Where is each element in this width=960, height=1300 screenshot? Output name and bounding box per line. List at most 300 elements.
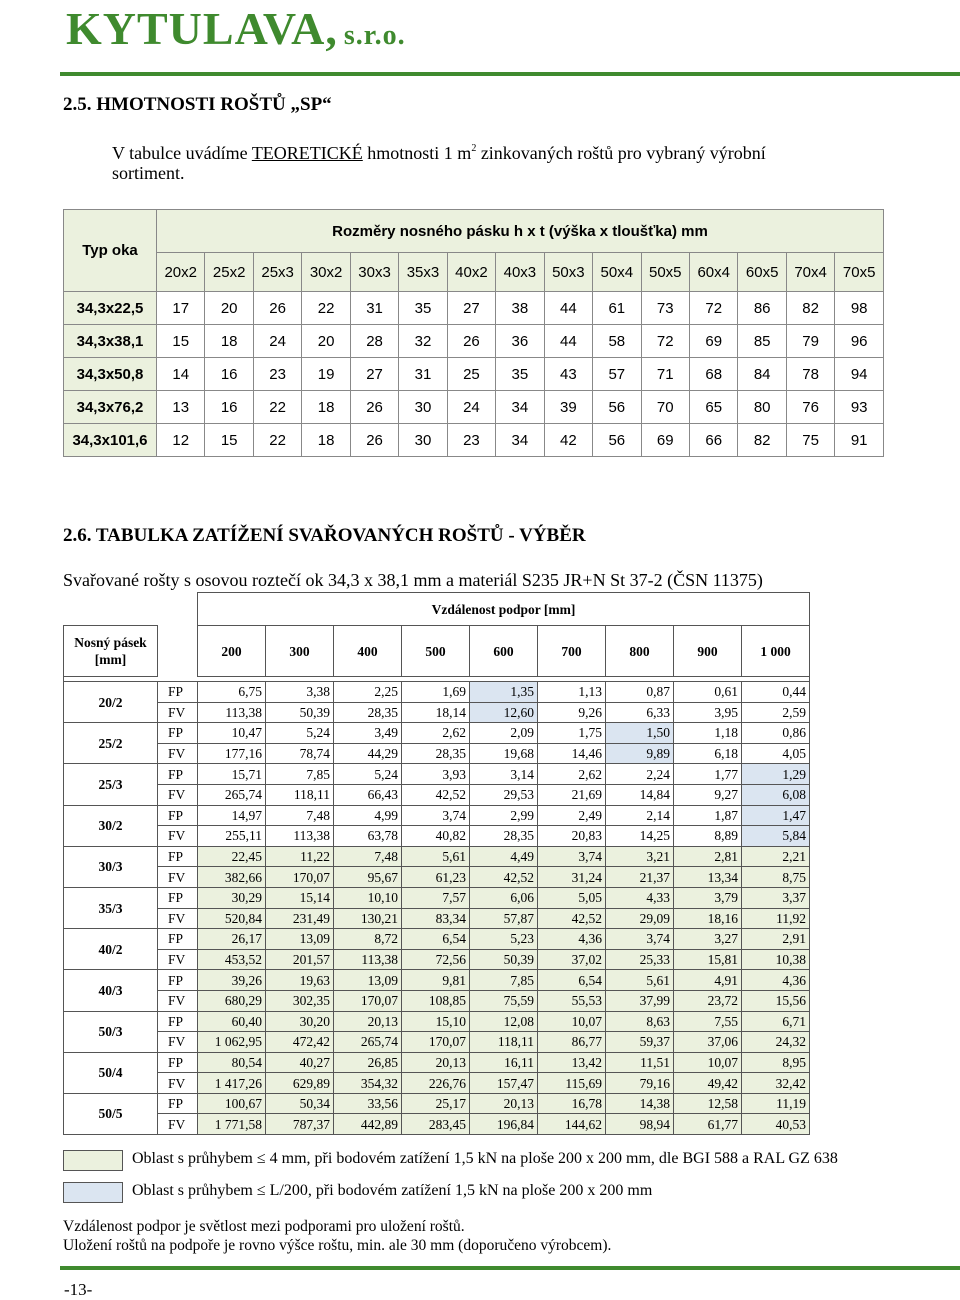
table-row — [64, 325, 884, 358]
table1-cell: 61 — [593, 292, 641, 325]
table2-cell: 9,26 — [538, 702, 606, 723]
table2-cell: 6,18 — [674, 743, 742, 764]
table2-cell: 0,44 — [742, 682, 810, 703]
table2-cell: 28,35 — [402, 743, 470, 764]
table1-cell: 36 — [496, 325, 544, 358]
table2-cell: 7,85 — [470, 970, 538, 991]
table1-cell: 17 — [157, 292, 205, 325]
table2-group-label: 35/3 — [64, 887, 158, 928]
table2-cell: 7,48 — [334, 846, 402, 867]
table2-cell: 26,85 — [334, 1052, 402, 1073]
table1-cell: 12 — [157, 424, 205, 457]
table2-group-label: 25/3 — [64, 764, 158, 805]
table1-cell: 94 — [835, 358, 884, 391]
table-row — [64, 292, 884, 325]
table2-group-label: 20/2 — [64, 682, 158, 723]
intro-text-underlined: TEORETICKÉ — [251, 143, 363, 163]
table2-cell: 629,89 — [266, 1073, 334, 1094]
table2-cell: 13,42 — [538, 1052, 606, 1073]
table2-cell: 2,99 — [470, 805, 538, 826]
table1-cell: 98 — [835, 292, 884, 325]
table2-cell: 6,08 — [742, 784, 810, 805]
table2-cell: 2,62 — [538, 764, 606, 785]
load-table-wrap — [63, 592, 810, 1135]
table2-cell: 1,69 — [402, 682, 470, 703]
table2-cell: 60,40 — [198, 1011, 266, 1032]
table1-cell: 38 — [496, 292, 544, 325]
table1-cell: 24 — [253, 325, 301, 358]
table1-cell: 78 — [786, 358, 834, 391]
table2-cell: 15,81 — [674, 949, 742, 970]
table1-cell: 16 — [205, 358, 253, 391]
table2-cell: 283,45 — [402, 1114, 470, 1135]
table2-cell: 31,24 — [538, 867, 606, 888]
table2-cell: 1,29 — [742, 764, 810, 785]
table2-span-col: 600 — [470, 626, 538, 677]
table2-cell: 8,72 — [334, 929, 402, 950]
table2-cell: 8,89 — [674, 826, 742, 847]
table1-col-header: 60x5 — [738, 253, 786, 292]
table2-cell: 1,87 — [674, 805, 742, 826]
table2-cell: 170,07 — [266, 867, 334, 888]
logo-main: KYTULAVA, — [66, 3, 338, 54]
table2-cell: 453,52 — [198, 949, 266, 970]
intro-text-3: zinkovaných roštů pro vybraný výrobní — [476, 143, 766, 163]
table2-cell: 3,95 — [674, 702, 742, 723]
table-row — [64, 1073, 810, 1094]
table2-cell: 20,83 — [538, 826, 606, 847]
weights-table — [63, 209, 884, 457]
legend-blue-text: Oblast s průhybem ≤ L/200, při bodovém zatížení 1,5 kN na ploše 200 x 200 mm — [132, 1182, 653, 1199]
table2-cell: 4,91 — [674, 970, 742, 991]
table2-cell: 78,74 — [266, 743, 334, 764]
table-row — [64, 970, 810, 991]
table2-cell: 231,49 — [266, 908, 334, 929]
table2-cell: 83,34 — [402, 908, 470, 929]
table2-cell: 118,11 — [266, 784, 334, 805]
legend-green-swatch — [63, 1150, 123, 1171]
table1-cell: 31 — [399, 358, 447, 391]
table1-row-label: 34,3x76,2 — [64, 391, 157, 424]
table2-cell: 2,25 — [334, 682, 402, 703]
table2-cell: 1,50 — [606, 723, 674, 744]
table2-cell: 2,49 — [538, 805, 606, 826]
table1-col-header: 70x5 — [835, 253, 884, 292]
table2-cell: 5,84 — [742, 826, 810, 847]
table1-cell: 20 — [205, 292, 253, 325]
table2-cell: 95,67 — [334, 867, 402, 888]
table1-cell: 57 — [593, 358, 641, 391]
table2-row-type: FP — [158, 805, 198, 826]
table2-cell: 80,54 — [198, 1052, 266, 1073]
table-row — [64, 1052, 810, 1073]
table1-cell: 31 — [350, 292, 398, 325]
table2-cell: 23,72 — [674, 990, 742, 1011]
table2-row-type: FV — [158, 784, 198, 805]
table2-cell: 5,23 — [470, 929, 538, 950]
table2-cell: 50,34 — [266, 1093, 334, 1114]
table2-cell: 5,61 — [606, 970, 674, 991]
table2-cell: 75,59 — [470, 990, 538, 1011]
table2-span-header: Vzdálenost podpor [mm] — [198, 593, 810, 626]
table2-cell: 3,27 — [674, 929, 742, 950]
table2-cell: 3,38 — [266, 682, 334, 703]
table1-cell: 39 — [544, 391, 592, 424]
table2-cell: 2,59 — [742, 702, 810, 723]
table2-cell: 9,89 — [606, 743, 674, 764]
table2-cell: 3,74 — [402, 805, 470, 826]
table2-cell: 115,69 — [538, 1073, 606, 1094]
table2-row-type: FV — [158, 1032, 198, 1053]
table-row — [64, 424, 884, 457]
table2-cell: 7,55 — [674, 1011, 742, 1032]
table2-cell: 113,38 — [334, 949, 402, 970]
table1-cell: 76 — [786, 391, 834, 424]
table-row — [64, 784, 810, 805]
table1-col-header: 60x4 — [689, 253, 737, 292]
table2-cell: 14,38 — [606, 1093, 674, 1114]
table2-group-label: 25/2 — [64, 723, 158, 764]
table2-group-label: 40/2 — [64, 929, 158, 970]
table-row — [64, 990, 810, 1011]
logo-sro: s.r.o. — [343, 20, 406, 51]
table2-cell: 1,47 — [742, 805, 810, 826]
table2-cell: 9,81 — [402, 970, 470, 991]
table2-cell: 6,75 — [198, 682, 266, 703]
table2-cell: 6,54 — [402, 929, 470, 950]
table2-cell: 32,42 — [742, 1073, 810, 1094]
table1-cell: 70 — [641, 391, 689, 424]
table1-cell: 22 — [253, 424, 301, 457]
table1-col-header: 20x2 — [157, 253, 205, 292]
table-row — [64, 887, 810, 908]
table2-cell: 33,56 — [334, 1093, 402, 1114]
table2-cell: 680,29 — [198, 990, 266, 1011]
table1-row-label: 34,3x101,6 — [64, 424, 157, 457]
table2-row-type: FP — [158, 1011, 198, 1032]
table2-row-type: FV — [158, 1073, 198, 1094]
table2-cell: 72,56 — [402, 949, 470, 970]
table1-cell: 35 — [496, 358, 544, 391]
table2-cell: 4,49 — [470, 846, 538, 867]
table1-cell: 23 — [447, 424, 495, 457]
table2-cell: 2,14 — [606, 805, 674, 826]
table2-cell: 14,25 — [606, 826, 674, 847]
table1-cell: 26 — [350, 391, 398, 424]
table2-cell: 4,36 — [742, 970, 810, 991]
table2-cell: 37,99 — [606, 990, 674, 1011]
table1-cell: 68 — [689, 358, 737, 391]
table2-cell: 21,37 — [606, 867, 674, 888]
table2-cell: 4,36 — [538, 929, 606, 950]
table2-cell: 226,76 — [402, 1073, 470, 1094]
table2-cell: 18,16 — [674, 908, 742, 929]
table2-span-col: 800 — [606, 626, 674, 677]
table2-cell: 12,08 — [470, 1011, 538, 1032]
table2-row-type: FP — [158, 887, 198, 908]
table1-cell: 35 — [399, 292, 447, 325]
table2-cell: 18,14 — [402, 702, 470, 723]
table2-cell: 10,07 — [538, 1011, 606, 1032]
table1-cell: 91 — [835, 424, 884, 457]
table2-cell: 15,71 — [198, 764, 266, 785]
intro-text-2: hmotnosti 1 m — [362, 143, 472, 163]
table1-col-header: 30x3 — [350, 253, 398, 292]
table2-cell: 98,94 — [606, 1114, 674, 1135]
table2-cell: 0,87 — [606, 682, 674, 703]
table1-cell: 26 — [350, 424, 398, 457]
section-26-title: 2.6. TABULKA ZATÍŽENÍ SVAŘOVANÝCH ROŠTŮ - VÝBĚR — [63, 525, 586, 546]
table2-cell: 1 417,26 — [198, 1073, 266, 1094]
table1-cell: 71 — [641, 358, 689, 391]
table2-span-col: 1 000 — [742, 626, 810, 677]
table2-cell: 15,14 — [266, 887, 334, 908]
table1-corner: Typ oka — [64, 210, 157, 292]
table-row — [64, 908, 810, 929]
legend-blue-swatch — [63, 1182, 123, 1203]
section-25-text — [112, 143, 872, 183]
table2-cell: 8,63 — [606, 1011, 674, 1032]
table1-cell: 82 — [786, 292, 834, 325]
table2-row-type: FP — [158, 723, 198, 744]
table2-cell: 6,33 — [606, 702, 674, 723]
table2-cell: 157,47 — [470, 1073, 538, 1094]
table1-cell: 23 — [253, 358, 301, 391]
table-row — [64, 1093, 810, 1114]
table2-cell: 20,13 — [402, 1052, 470, 1073]
table2-cell: 100,67 — [198, 1093, 266, 1114]
table2-row-type: FP — [158, 970, 198, 991]
table2-row-type: FV — [158, 908, 198, 929]
table1-cell: 16 — [205, 391, 253, 424]
table2-cell: 14,84 — [606, 784, 674, 805]
table2-cell: 11,19 — [742, 1093, 810, 1114]
table2-cell: 201,57 — [266, 949, 334, 970]
page-number: -13- — [64, 1280, 93, 1299]
table2-cell: 37,06 — [674, 1032, 742, 1053]
table2-group-label: 50/4 — [64, 1052, 158, 1093]
table2-cell: 1,77 — [674, 764, 742, 785]
table2-cell: 3,79 — [674, 887, 742, 908]
table1-row-label: 34,3x38,1 — [64, 325, 157, 358]
nosny-header-line1: Nosný pásek — [74, 635, 147, 650]
legend-green-text: Oblast s průhybem ≤ 4 mm, při bodovém zatížení 1,5 kN na ploše 200 x 200 mm, dle BGI 588 a RAL GZ 638 — [132, 1150, 838, 1167]
table2-span-col: 300 — [266, 626, 334, 677]
table2-group-label: 50/5 — [64, 1093, 158, 1134]
table2-cell: 2,09 — [470, 723, 538, 744]
table1-cell: 18 — [205, 325, 253, 358]
table2-row-type: FP — [158, 682, 198, 703]
table1-cell: 44 — [544, 292, 592, 325]
table2-cell: 5,24 — [266, 723, 334, 744]
note-line-1: Vzdálenost podpor je světlost mezi podporami pro uložení roštů. — [63, 1218, 465, 1235]
table2-cell: 19,68 — [470, 743, 538, 764]
table2-cell: 472,42 — [266, 1032, 334, 1053]
table1-cell: 14 — [157, 358, 205, 391]
table2-span-col: 900 — [674, 626, 742, 677]
table2-cell: 61,77 — [674, 1114, 742, 1135]
table-row — [64, 867, 810, 888]
table2-group-label: 50/3 — [64, 1011, 158, 1052]
table1-cell: 30 — [399, 424, 447, 457]
table2-cell: 86,77 — [538, 1032, 606, 1053]
table2-cell: 79,16 — [606, 1073, 674, 1094]
table2-span-col: 700 — [538, 626, 606, 677]
table2-cell: 30,29 — [198, 887, 266, 908]
table2-cell: 22,45 — [198, 846, 266, 867]
table2-cell: 39,26 — [198, 970, 266, 991]
table2-cell: 170,07 — [402, 1032, 470, 1053]
table1-cell: 26 — [447, 325, 495, 358]
table2-cell: 3,37 — [742, 887, 810, 908]
table2-cell: 14,46 — [538, 743, 606, 764]
table-row — [64, 1011, 810, 1032]
table2-cell: 255,11 — [198, 826, 266, 847]
table1-cell: 58 — [593, 325, 641, 358]
table2-cell: 50,39 — [470, 949, 538, 970]
table1-cell: 44 — [544, 325, 592, 358]
table1-cell: 19 — [302, 358, 350, 391]
table-row — [64, 1114, 810, 1135]
table1-cell: 15 — [205, 424, 253, 457]
table1-row-label: 34,3x50,8 — [64, 358, 157, 391]
table2-cell: 1 771,58 — [198, 1114, 266, 1135]
table-row — [64, 723, 810, 744]
table1-cell: 13 — [157, 391, 205, 424]
table1-cell: 26 — [253, 292, 301, 325]
table2-cell: 6,54 — [538, 970, 606, 991]
table2-cell: 25,33 — [606, 949, 674, 970]
table2-cell: 108,85 — [402, 990, 470, 1011]
table2-row-type: FV — [158, 826, 198, 847]
table2-cell: 55,53 — [538, 990, 606, 1011]
table2-cell: 196,84 — [470, 1114, 538, 1135]
table2-cell: 59,37 — [606, 1032, 674, 1053]
section-26-subtitle: Svařované rošty s osovou roztečí ok 34,3 x 38,1 mm a materiál S235 JR+N St 37-2 (ČSN 11375) — [63, 570, 763, 590]
table-row — [64, 846, 810, 867]
table2-cell: 12,60 — [470, 702, 538, 723]
table2-cell: 13,34 — [674, 867, 742, 888]
table2-cell: 0,61 — [674, 682, 742, 703]
table2-cell: 42,52 — [470, 867, 538, 888]
table2-cell: 3,74 — [538, 846, 606, 867]
table2-cell: 25,17 — [402, 1093, 470, 1114]
table1-cell: 73 — [641, 292, 689, 325]
table2-row-type: FV — [158, 743, 198, 764]
intro-text-line2: sortiment. — [112, 163, 185, 183]
table2-cell: 2,62 — [402, 723, 470, 744]
table-row — [64, 764, 810, 785]
header-rule — [60, 72, 960, 76]
table1-cell: 34 — [496, 391, 544, 424]
table2-cell: 29,53 — [470, 784, 538, 805]
table1-col-header: 50x5 — [641, 253, 689, 292]
table2-cell: 57,87 — [470, 908, 538, 929]
table2-cell: 40,27 — [266, 1052, 334, 1073]
table2-cell: 3,49 — [334, 723, 402, 744]
table2-cell: 11,92 — [742, 908, 810, 929]
table2-cell: 16,11 — [470, 1052, 538, 1073]
footer-rule — [60, 1266, 960, 1270]
table2-cell: 265,74 — [334, 1032, 402, 1053]
table1-cell: 34 — [496, 424, 544, 457]
table1-cell: 65 — [689, 391, 737, 424]
table1-cell: 69 — [641, 424, 689, 457]
table2-cell: 6,06 — [470, 887, 538, 908]
table2-cell: 130,21 — [334, 908, 402, 929]
table2-cell: 118,11 — [470, 1032, 538, 1053]
table2-cell: 1,13 — [538, 682, 606, 703]
table1-col-header: 25x2 — [205, 253, 253, 292]
table2-cell: 113,38 — [198, 702, 266, 723]
table2-cell: 42,52 — [538, 908, 606, 929]
table1-cell: 22 — [302, 292, 350, 325]
table1-cell: 56 — [593, 391, 641, 424]
table2-cell: 520,84 — [198, 908, 266, 929]
table2-cell: 1 062,95 — [198, 1032, 266, 1053]
table2-blank — [158, 626, 198, 677]
table1-cell: 18 — [302, 424, 350, 457]
table1-cell: 69 — [689, 325, 737, 358]
table1-cell: 27 — [350, 358, 398, 391]
table2-row-type: FP — [158, 1093, 198, 1114]
table2-cell: 6,71 — [742, 1011, 810, 1032]
table-row — [64, 702, 810, 723]
table2-cell: 16,78 — [538, 1093, 606, 1114]
table1-cell: 72 — [641, 325, 689, 358]
table2-cell: 7,48 — [266, 805, 334, 826]
table2-cell: 3,93 — [402, 764, 470, 785]
table2-cell: 1,18 — [674, 723, 742, 744]
table2-cell: 63,78 — [334, 826, 402, 847]
table2-cell: 28,35 — [470, 826, 538, 847]
table1-col-header: 25x3 — [253, 253, 301, 292]
table2-cell: 28,35 — [334, 702, 402, 723]
table2-span-col: 200 — [198, 626, 266, 677]
table1-cell: 84 — [738, 358, 786, 391]
table1-cell: 43 — [544, 358, 592, 391]
notes — [63, 1217, 611, 1255]
table2-cell: 40,82 — [402, 826, 470, 847]
table2-cell: 11,22 — [266, 846, 334, 867]
table2-cell: 15,56 — [742, 990, 810, 1011]
table2-cell: 15,10 — [402, 1011, 470, 1032]
intro-sup: 2 — [471, 143, 477, 154]
table2-cell: 10,07 — [674, 1052, 742, 1073]
table1-col-header: 70x4 — [786, 253, 834, 292]
table2-cell: 7,57 — [402, 887, 470, 908]
table1-cell: 32 — [399, 325, 447, 358]
table1-cell: 93 — [835, 391, 884, 424]
table2-cell: 144,62 — [538, 1114, 606, 1135]
table2-cell: 113,38 — [266, 826, 334, 847]
table2-row-type: FP — [158, 846, 198, 867]
table1-cell: 80 — [738, 391, 786, 424]
table2-cell: 26,17 — [198, 929, 266, 950]
table1-col-header: 50x3 — [544, 253, 592, 292]
table2-blank — [64, 593, 198, 626]
table2-cell: 10,10 — [334, 887, 402, 908]
table-row — [64, 743, 810, 764]
table2-cell: 3,74 — [606, 929, 674, 950]
table2-cell: 29,09 — [606, 908, 674, 929]
table2-cell: 3,21 — [606, 846, 674, 867]
table2-cell: 7,85 — [266, 764, 334, 785]
table1-col-header: 30x2 — [302, 253, 350, 292]
table2-cell: 382,66 — [198, 867, 266, 888]
table2-span-col: 500 — [402, 626, 470, 677]
note-line-2: Uložení roštů na podpoře je rovno výšce roštu, min. ale 30 mm (doporučeno výrobcem). — [63, 1237, 612, 1254]
